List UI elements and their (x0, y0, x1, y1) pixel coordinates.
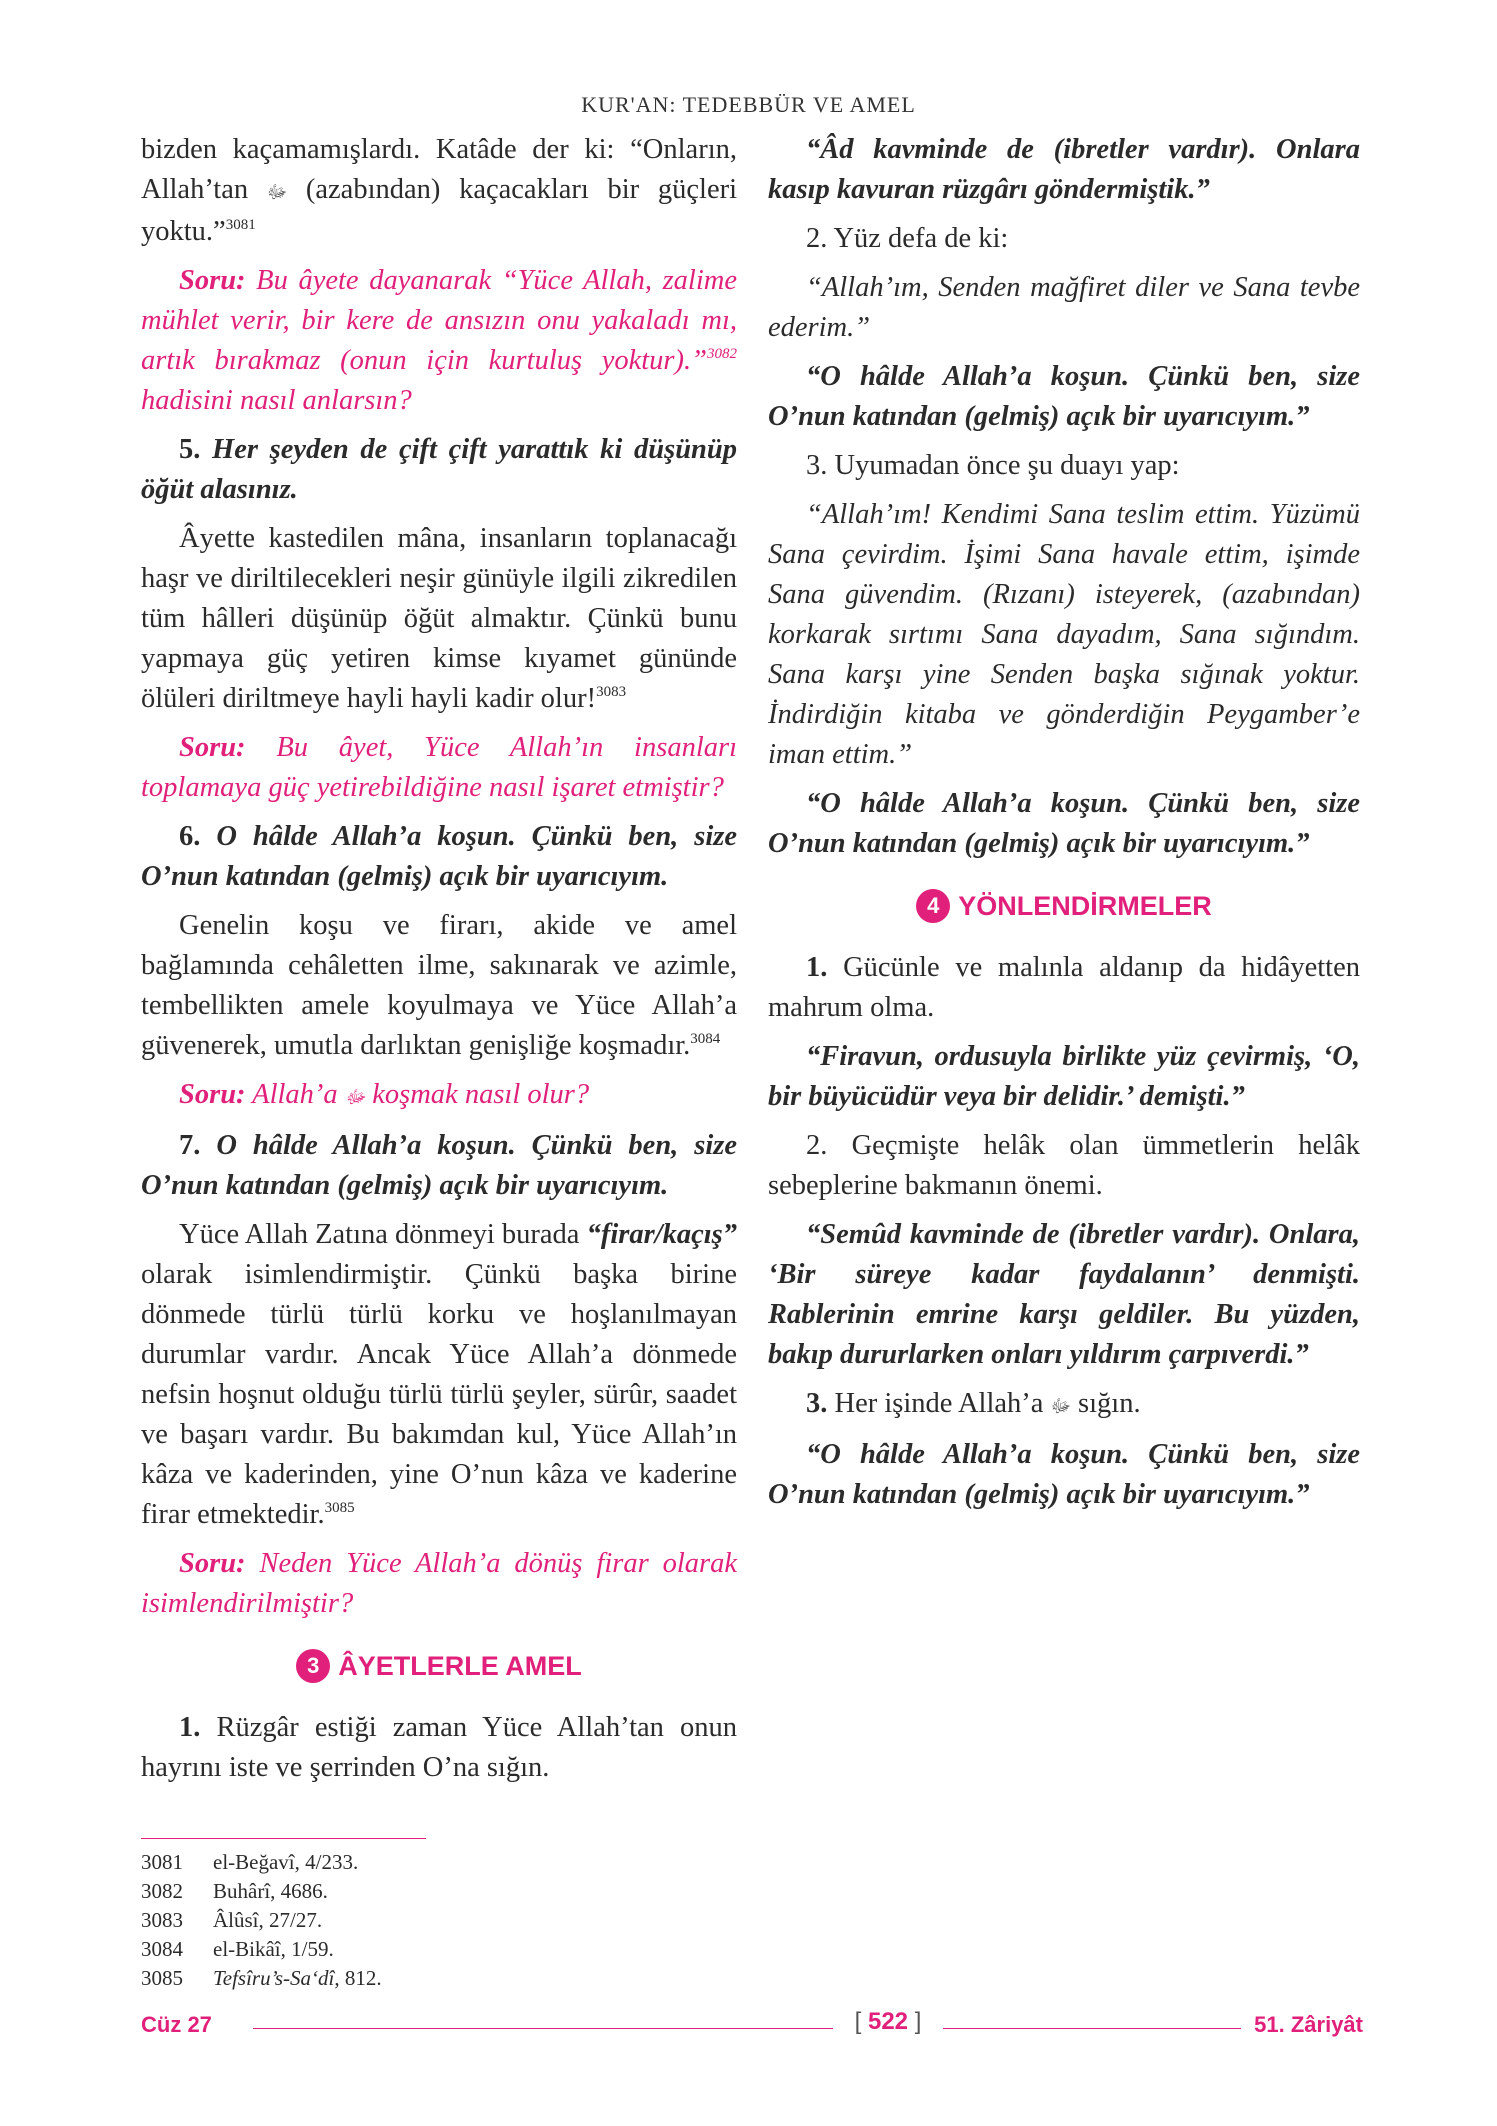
right-column (768, 130, 1360, 1524)
footnote-ref[interactable]: 3082 (707, 346, 737, 362)
item-text: sığın. (1070, 1388, 1141, 1419)
text: Yüce Allah Zatına dönmeyi burada (179, 1219, 587, 1250)
salawat-icon: ﷻ (266, 182, 288, 202)
paragraph (141, 519, 737, 719)
question-text: Bu âyete dayanarak “Yüce Allah, zalime mühlet verir, bir kere de ansızın onu yakaladı mı, artık bırakmaz (onun için kurtuluş yoktur).” (141, 265, 737, 376)
footnote (141, 1935, 382, 1964)
footer-rule (943, 2028, 1241, 2029)
page-footer (141, 2008, 1363, 2042)
text: Âyette kastedilen mâna, insanların toplanacağı haşr ve diriltilecekleri neşir günüyle ilgili zikredilen tüm hâlleri düşünüp öğüt almaktır. Çünkü bunu yapmaya güç yetiren kimse kıyamet gününde ölüleri diriltmeye hayli hayli kadir olur! (141, 523, 737, 714)
bracket: [ (854, 2008, 862, 2035)
page-number-value: 522 (867, 2008, 909, 2035)
verse-text: Her şeyden de çift çift yarattık ki düşünüp öğüt alasınız. (141, 434, 737, 505)
verse: “O hâlde Allah’a koşun. Çünkü ben, size O’nun katından (gelmiş) açık bir uyarıcıyım.” (768, 1439, 1360, 1510)
verse: “O hâlde Allah’a koşun. Çünkü ben, size O’nun katından (gelmiş) açık bir uyarıcıyım.” (768, 788, 1360, 859)
paragraph (141, 906, 737, 1066)
footnote-ref[interactable]: 3084 (690, 1031, 721, 1047)
footnote-text: Âlûsî, 27/27. (213, 1908, 323, 1932)
text: (azabından) kaçacakları bir güçleri yoktu.” (141, 174, 738, 247)
verse-text: O hâlde Allah’a koşun. Çünkü ben, size O’nun katından (gelmiş) açık bir uyarıcıyım. (141, 1130, 737, 1201)
prayer: “Allah’ım! Kendimi Sana teslim ettim. Yüzümü Sana çevirdim. İşimi Sana havale ettim, işimde Sana güvendim. (Rızanı) isteyerek, (azabından) korkarak sırtımı Sana dayadım, Sana sığındım. Sana karşı yine Senden başka sığınak yoktur. İndirdiğin kitaba ve gönderdiğin Peygamber’e iman ettim.” (768, 499, 1360, 770)
footnote-text: el-Bikâî, 1/59. (213, 1937, 334, 1961)
section-number-badge: 4 (916, 889, 950, 923)
footnote (141, 1906, 382, 1935)
question-label: Soru: (179, 1079, 246, 1110)
left-column (141, 130, 737, 1797)
item-text: Her işinde Allah’a (827, 1388, 1044, 1419)
footnote-number: 3081 (141, 1850, 183, 1874)
footnote (141, 1964, 382, 1993)
item-number: 3. (806, 1388, 828, 1419)
footnote-text: , 812. (334, 1966, 382, 1990)
sura-label: 51. Zâriyât (1254, 2012, 1363, 2037)
footer-rule (253, 2028, 833, 2029)
verse: “O hâlde Allah’a koşun. Çünkü ben, size O’nun katından (gelmiş) açık bir uyarıcıyım.” (768, 361, 1360, 432)
list-item (768, 1384, 1360, 1426)
footnote (141, 1877, 382, 1906)
item-number: 1. (806, 952, 828, 983)
list-item (141, 1708, 737, 1788)
verse-text: O hâlde Allah’a koşun. Çünkü ben, size O’nun katından (gelmiş) açık bir uyarıcıyım. (141, 821, 737, 892)
prayer: “Allah’ım, Senden mağfiret diler ve Sana tevbe ederim.” (768, 272, 1360, 343)
item-number: 1. (179, 1712, 201, 1743)
salawat-icon: ﷻ (344, 1087, 366, 1107)
footnote-number: 3085 (141, 1966, 183, 1990)
question-text: hadisini nasıl anlarsın? (141, 385, 412, 416)
verse: “Semûd kavminde de (ibretler vardır). Onlara, ‘Bir süreye kadar faydalanın’ denmişti. Rablerinin emrine karşı geldiler. Bu yüzden, bakıp dururlarken onları yıldırım çarpıverdi.” (768, 1219, 1360, 1370)
running-header: KUR'AN: TEDEBBÜR VE AMEL (581, 92, 916, 117)
question (141, 261, 737, 421)
section-number-badge: 3 (296, 1649, 330, 1683)
footnote-number: 3083 (141, 1908, 183, 1932)
verse (141, 430, 737, 510)
list-item: 3. Uyumadan önce şu duayı yap: (806, 450, 1180, 481)
footnote-ref[interactable]: 3083 (596, 684, 627, 700)
verse-number: 7. (179, 1130, 201, 1161)
question (141, 1075, 737, 1117)
footnote-divider (141, 1838, 426, 1839)
bracket: ] (914, 2008, 922, 2035)
footnote-number: 3084 (141, 1937, 183, 1961)
question-text: Bu âyet, Yüce Allah’ın insanları toplamaya güç yetirebildiğine nasıl işaret etmiştir? (141, 732, 737, 803)
question (141, 728, 737, 808)
question (141, 1544, 737, 1624)
footnotes (141, 1848, 382, 1993)
footnote-number: 3082 (141, 1879, 183, 1903)
section-title: YÖNLENDİRMELER (958, 891, 1212, 921)
text: bizden kaçamamışlardı. Katâde der ki: “Onların, Allah’tan (141, 134, 737, 205)
section-heading-yonlendirmeler (768, 886, 1360, 926)
question-text: Neden Yüce Allah’a dönüş firar olarak isimlendirilmiştir? (141, 1548, 737, 1619)
item-text: Rüzgâr estiği zaman Yüce Allah’tan onun hayrını iste ve şerrinden O’na sığın. (141, 1712, 737, 1783)
item-text: Gücünle ve malınla aldanıp da hidâyetten mahrum olma. (768, 952, 1360, 1023)
question-label: Soru: (179, 732, 246, 763)
question-label: Soru: (179, 1548, 246, 1579)
question-text: Allah’a (245, 1079, 338, 1110)
juz-label: Cüz 27 (141, 2012, 212, 2037)
verse (141, 817, 737, 897)
paragraph (141, 130, 737, 252)
page-number (846, 2008, 930, 2036)
paragraph (141, 1215, 737, 1535)
text: olarak isimlendirmiştir. Çünkü başka birine dönmede türlü türlü korku ve hoşlanılmayan durumlar vardır. Ancak Yüce Allah’a dönmede nefsin hoşnut olduğu türlü türlü şeyler, sürûr, saadet ve başarı vardır. Bu bakımdan kul, Yüce Allah’ın kâza ve kaderinden, yine O’nun kâza ve kaderine firar etmektedir. (141, 1259, 737, 1530)
list-item (768, 948, 1360, 1028)
emphasis: “firar/kaçış” (586, 1219, 737, 1250)
section-heading-ayetlerle-amel (141, 1646, 737, 1686)
text: Genelin koşu ve firarı, akide ve amel bağlamında cehâletten ilme, sakınarak ve azimle, tembellikten amele koyulmaya ve Yüce Allah’a güvenerek, umutla darlıktan genişliğe koşmadır. (141, 910, 737, 1061)
section-title: ÂYETLERLE AMEL (338, 1651, 582, 1681)
footnote-ref[interactable]: 3085 (324, 1500, 355, 1516)
footnote (141, 1848, 382, 1877)
verse (141, 1126, 737, 1206)
footnote-ref[interactable]: 3081 (225, 217, 256, 233)
verse: “Firavun, ordusuyla birlikte yüz çevirmiş, ‘O, bir büyücüdür veya bir delidir.’ demişti.” (768, 1041, 1360, 1112)
verse-number: 6. (179, 821, 201, 852)
list-item: 2. Geçmişte helâk olan ümmetlerin helâk sebeplerine bakmanın önemi. (768, 1130, 1360, 1201)
verse: “Âd kavminde de (ibretler vardır). Onlara kasıp kavuran rüzgârı göndermiştik.” (768, 134, 1360, 205)
footnote-text: Buhârî, 4686. (213, 1879, 328, 1903)
salawat-icon: ﷻ (1050, 1396, 1071, 1416)
verse-number: 5. (179, 434, 201, 465)
question-label: Soru: (179, 265, 246, 296)
list-item: 2. Yüz defa de ki: (806, 223, 1009, 254)
footnote-text: Tefsîru’s-Sa‘dî (213, 1966, 335, 1990)
footnote-text: el-Beğavî, 4/233. (213, 1850, 359, 1874)
question-text: koşmak nasıl olur? (365, 1079, 590, 1110)
